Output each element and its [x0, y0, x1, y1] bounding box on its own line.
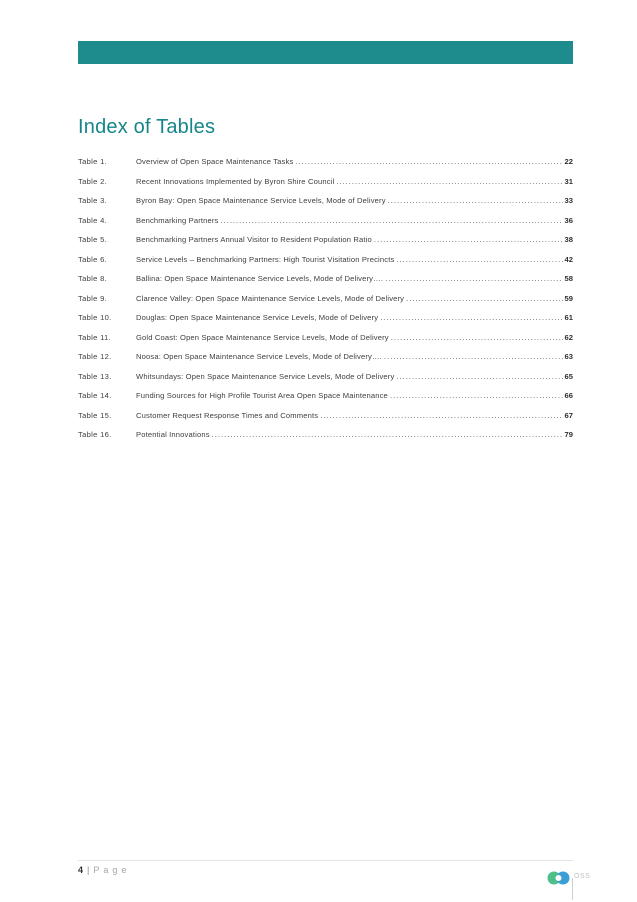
table-number: Table 2. — [78, 176, 107, 186]
table-number: Table 9. — [78, 293, 107, 303]
table-page-number: 59 — [564, 293, 573, 303]
toc-row[interactable] — [78, 177, 573, 197]
table-number: Table 5. — [78, 235, 107, 244]
table-number: Table 16. — [78, 430, 112, 439]
header-band — [78, 41, 573, 64]
table-page-number: 67 — [564, 410, 573, 420]
toc-row[interactable] — [78, 157, 573, 177]
page-separator: | — [87, 865, 90, 875]
table-number: Table 10. — [78, 313, 112, 322]
table-index-list — [78, 157, 573, 450]
table-number: Table 14. — [78, 391, 112, 400]
dot-leader — [406, 294, 562, 303]
dot-leader — [396, 372, 562, 381]
dot-leader — [391, 333, 563, 342]
table-title: Overview of Open Space Maintenance Tasks — [136, 157, 294, 166]
toc-row[interactable] — [78, 391, 573, 411]
table-page-number: 66 — [564, 391, 573, 400]
toc-row[interactable] — [78, 216, 573, 236]
table-page-number: 38 — [564, 235, 573, 244]
table-page-number: 58 — [564, 274, 573, 283]
toc-row[interactable] — [78, 274, 573, 294]
footer-page-number — [78, 865, 130, 875]
table-number: Table 1. — [78, 157, 107, 166]
toc-row[interactable] — [78, 430, 573, 450]
toc-row[interactable] — [78, 235, 573, 255]
table-page-number: 61 — [564, 313, 573, 322]
table-page-number: 79 — [564, 430, 573, 439]
table-title: Benchmarking Partners — [136, 215, 219, 225]
table-number: Table 4. — [78, 215, 107, 225]
page-number: 4 — [78, 865, 84, 875]
footer-vertical-rule — [572, 878, 573, 900]
dot-leader — [385, 274, 562, 283]
table-title: Ballina: Open Space Maintenance Service Levels, Mode of Delivery…. — [136, 274, 384, 283]
dot-leader — [396, 255, 562, 264]
table-page-number: 31 — [564, 176, 573, 186]
table-page-number: 63 — [564, 352, 573, 361]
table-number: Table 12. — [78, 352, 112, 361]
table-page-number: 65 — [564, 371, 573, 381]
table-page-number: 22 — [564, 157, 573, 166]
dot-leader — [221, 216, 563, 225]
toc-row[interactable] — [78, 196, 573, 216]
table-number: Table 6. — [78, 254, 107, 264]
table-title: Byron Bay: Open Space Maintenance Service Levels, Mode of Delivery — [136, 196, 386, 205]
table-title: Potential Innovations — [136, 430, 210, 439]
toc-row[interactable] — [78, 372, 573, 392]
toc-row[interactable] — [78, 352, 573, 372]
table-title: Gold Coast: Open Space Maintenance Service Levels, Mode of Delivery — [136, 332, 389, 342]
table-page-number: 33 — [564, 196, 573, 205]
dot-leader — [388, 196, 563, 205]
table-title: Clarence Valley: Open Space Maintenance Service Levels, Mode of Delivery — [136, 293, 405, 303]
toc-row[interactable] — [78, 294, 573, 314]
table-number: Table 13. — [78, 371, 112, 381]
toc-row[interactable] — [78, 255, 573, 275]
dot-leader — [336, 177, 562, 186]
table-title: Benchmarking Partners Annual Visitor to Resident Population Ratio — [136, 235, 372, 244]
dot-leader — [320, 411, 562, 420]
table-title: Customer Request Response Times and Comments — [136, 410, 319, 420]
table-number: Table 8. — [78, 274, 107, 283]
table-page-number: 42 — [564, 254, 573, 264]
table-title: Recent Innovations Implemented by Byron Shire Council — [136, 176, 335, 186]
dot-leader — [295, 157, 562, 166]
table-title: Service Levels – Benchmarking Partners: High Tourist Visitation Precincts — [136, 254, 395, 264]
page-word: Page — [93, 865, 131, 875]
table-number: Table 3. — [78, 196, 107, 205]
page-title: Index of Tables — [78, 116, 216, 138]
dot-leader — [380, 313, 562, 322]
table-title: Douglas: Open Space Maintenance Service Levels, Mode of Delivery — [136, 313, 379, 322]
footer-divider — [78, 860, 573, 861]
logo-text: OSS — [574, 873, 591, 880]
toc-row[interactable] — [78, 333, 573, 353]
table-page-number: 36 — [564, 215, 573, 225]
toc-row[interactable] — [78, 313, 573, 333]
table-title: Noosa: Open Space Maintenance Service Levels, Mode of Delivery…. — [136, 352, 382, 361]
table-number: Table 15. — [78, 410, 112, 420]
dot-leader — [212, 430, 563, 439]
dot-leader — [374, 235, 563, 244]
dot-leader — [390, 391, 563, 400]
table-page-number: 62 — [564, 332, 573, 342]
toc-row[interactable] — [78, 411, 573, 431]
dot-leader — [384, 352, 563, 361]
table-number: Table 11. — [78, 332, 111, 342]
table-title: Funding Sources for High Profile Tourist Area Open Space Maintenance — [136, 391, 388, 400]
table-title: Whitsundays: Open Space Maintenance Service Levels, Mode of Delivery — [136, 371, 395, 381]
